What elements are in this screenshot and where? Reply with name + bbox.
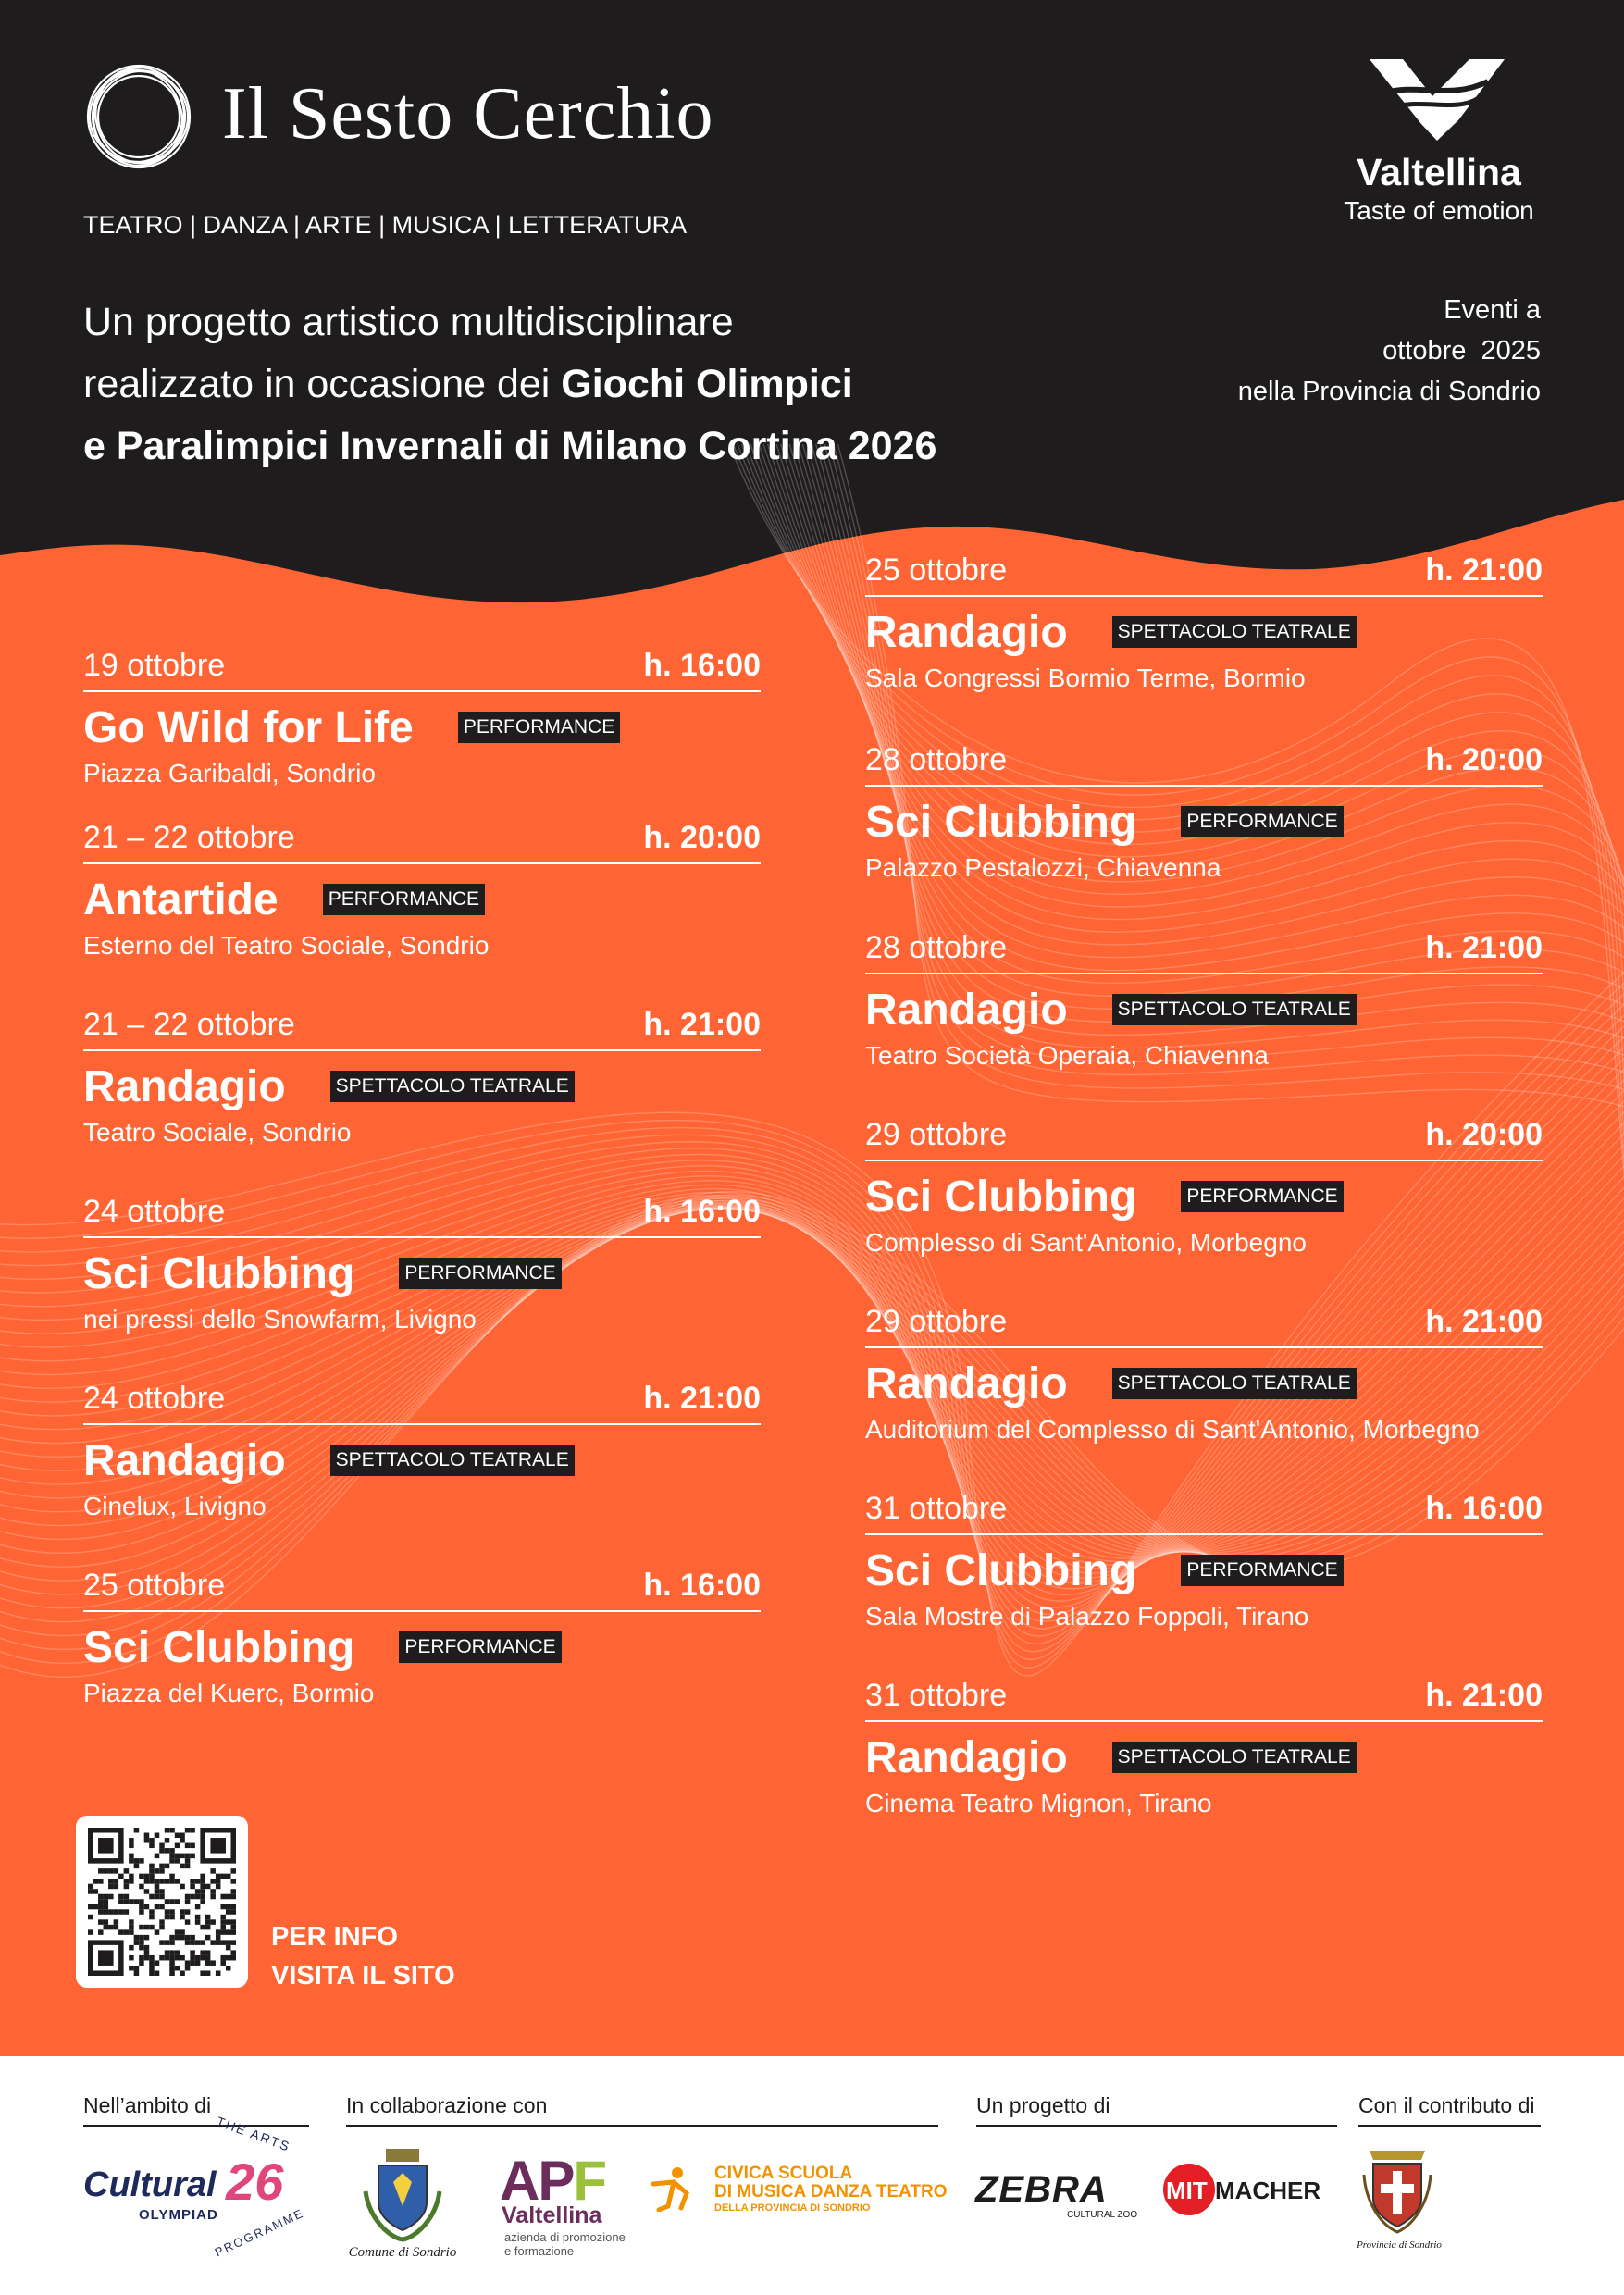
intro-line-2	[83, 354, 1101, 416]
event-date: 21 – 22 ottobre	[83, 820, 295, 855]
event-time: h. 20:00	[1425, 1117, 1543, 1152]
event-venue: Complesso di Sant'Antonio, Morbegno	[865, 1228, 1307, 1257]
intro-line-1: Un progetto artistico multidisciplinare	[83, 300, 734, 344]
intro-line-3	[83, 416, 1101, 478]
event-title-row	[83, 1246, 761, 1301]
event-title: Sci Clubbing	[83, 1248, 355, 1298]
event-title: Antartide	[83, 875, 279, 924]
event-date: 24 ottobre	[83, 1381, 226, 1416]
event-venue: Esterno del Teatro Sociale, Sondrio	[83, 931, 490, 960]
event-date: 19 ottobre	[83, 648, 226, 683]
intro-line-2-plain: realizzato in occasione dei	[83, 362, 562, 406]
events-note-line-3: nella Provincia di Sondrio	[1237, 377, 1541, 406]
event-card	[865, 1304, 1543, 1445]
event-type-badge: SPETTACOLO TEATRALE	[1112, 994, 1357, 1025]
event-card	[83, 820, 761, 961]
event-title: Sci Clubbing	[83, 1622, 355, 1672]
event-venue: Palazzo Pestalozzi, Chiavenna	[865, 853, 1221, 882]
mit-text: MIT	[1166, 2177, 1208, 2204]
event-date: 21 – 22 ottobre	[83, 1007, 295, 1042]
event-venue: Piazza Garibaldi, Sondrio	[83, 759, 376, 788]
event-venue: Auditorium del Complesso di Sant'Antonio, Morbegno	[865, 1415, 1480, 1444]
footer-divider	[346, 2125, 938, 2127]
event-venue: nei pressi dello Snowfarm, Livigno	[83, 1305, 477, 1334]
event-date: 25 ottobre	[865, 552, 1008, 588]
event-title: Randagio	[865, 607, 1068, 657]
event-date: 29 ottobre	[865, 1117, 1008, 1152]
event-header	[865, 1117, 1543, 1161]
event-title-row	[83, 872, 761, 927]
event-title: Go Wild for Life	[83, 702, 414, 752]
comune-sondrio-crest-icon	[356, 2145, 449, 2247]
event-title-row	[865, 1730, 1543, 1785]
footer-label-contrib: Con il contributo di	[1358, 2093, 1535, 2117]
event-venue: Sala Mostre di Palazzo Foppoli, Tirano	[865, 1602, 1309, 1631]
qr-code[interactable]	[76, 1816, 248, 1988]
macher-text: MACHER	[1215, 2177, 1321, 2204]
event-title-row	[865, 794, 1543, 850]
event-card	[83, 1007, 761, 1148]
event-time: h. 21:00	[1425, 552, 1543, 588]
event-type-badge: PERFORMANCE	[1181, 1181, 1343, 1212]
cultural-olympiad-logo: Cultural	[83, 2165, 217, 2204]
apf-logo: APF	[500, 2150, 606, 2212]
footer-divider	[1358, 2125, 1541, 2127]
event-type-badge: PERFORMANCE	[1181, 806, 1343, 837]
arts-programme-top: THE ARTS	[214, 2114, 293, 2154]
event-card	[865, 930, 1543, 1071]
footer-label-collab: In collaborazione con	[346, 2093, 548, 2117]
event-type-badge: SPETTACOLO TEATRALE	[1112, 1742, 1357, 1773]
event-title-row	[83, 1433, 761, 1488]
event-card	[865, 742, 1543, 883]
event-date: 28 ottobre	[865, 742, 1008, 777]
valtellina-name: Valtellina	[1357, 151, 1521, 193]
event-card	[865, 1678, 1543, 1818]
event-title-row	[83, 1059, 761, 1114]
event-time: h. 16:00	[643, 1194, 761, 1229]
arts-programme-bottom: PROGRAMME	[212, 2205, 306, 2260]
event-date: 31 ottobre	[865, 1678, 1008, 1713]
event-title: Randagio	[865, 985, 1068, 1035]
event-header	[83, 1194, 761, 1238]
event-card	[865, 1491, 1543, 1631]
sesto-cerchio-logo-icon	[83, 61, 194, 172]
event-time: h. 21:00	[1425, 930, 1543, 965]
event-title-row	[865, 1543, 1543, 1598]
event-time: h. 21:00	[643, 1381, 761, 1416]
event-title-row	[865, 1356, 1543, 1411]
event-card	[83, 1194, 761, 1334]
event-header	[83, 1007, 761, 1051]
info-line-2: VISITA IL SITO	[271, 1961, 455, 1991]
apf-valtellina: Valtellina	[502, 2202, 602, 2228]
event-header	[83, 820, 761, 864]
event-type-badge: SPETTACOLO TEATRALE	[1112, 1368, 1357, 1399]
zebra-logo: ZEBRA	[975, 2169, 1108, 2210]
event-header	[83, 1381, 761, 1425]
olympiad-label: OLYMPIAD	[139, 2207, 218, 2223]
footer-divider	[83, 2125, 309, 2127]
event-title: Randagio	[865, 1358, 1068, 1408]
comune-label: Comune di Sondrio	[348, 2245, 457, 2260]
valtellina-tagline: Taste of emotion	[1344, 196, 1534, 225]
event-card	[865, 1117, 1543, 1258]
event-type-badge: SPETTACOLO TEATRALE	[330, 1071, 575, 1102]
provincia-sondrio-crest-icon	[1360, 2147, 1434, 2236]
footer-label-context: Nell’ambito di	[83, 2093, 212, 2117]
footer-label-project: Un progetto di	[976, 2093, 1110, 2117]
event-card	[83, 648, 761, 788]
valtellina-v-logo-icon	[1368, 56, 1506, 143]
event-header	[865, 930, 1543, 974]
event-time: h. 16:00	[643, 1568, 761, 1603]
civica-line-1: CIVICA SCUOLA	[714, 2164, 853, 2183]
event-type-badge: PERFORMANCE	[399, 1258, 561, 1289]
apf-sub-2: e formazione	[504, 2244, 575, 2258]
zebra-sub: CULTURAL ZOO	[1067, 2210, 1138, 2220]
event-header	[865, 742, 1543, 787]
events-note-line-2: ottobre 2025	[1382, 336, 1541, 366]
civica-line-2: DI MUSICA DANZA TEATRO	[714, 2182, 948, 2202]
events-note	[1238, 290, 1541, 412]
event-venue: Cinema Teatro Mignon, Tirano	[865, 1789, 1212, 1817]
qr-code-icon	[88, 1828, 236, 1976]
footer-divider	[976, 2125, 1337, 2127]
event-title: Sci Clubbing	[865, 797, 1137, 847]
event-card	[865, 552, 1543, 693]
event-header	[865, 1678, 1543, 1722]
event-date: 24 ottobre	[83, 1194, 226, 1229]
intro-text	[83, 292, 1101, 478]
intro-line-2-bold: Giochi Olimpici	[561, 362, 853, 406]
provincia-label: Provincia di Sondrio	[1357, 2239, 1442, 2251]
event-time: h. 21:00	[1425, 1304, 1543, 1339]
event-time: h. 21:00	[643, 1007, 761, 1042]
events-note-line-1: Eventi a	[1444, 295, 1541, 325]
event-header	[865, 1491, 1543, 1535]
event-type-badge: PERFORMANCE	[399, 1631, 561, 1663]
disciplines-list: TEATRO | DANZA | ARTE | MUSICA | LETTERATURA	[83, 211, 688, 239]
event-date: 29 ottobre	[865, 1304, 1008, 1339]
event-card	[83, 1568, 761, 1708]
info-line-1: PER INFO	[271, 1922, 398, 1952]
event-venue: Cinelux, Livigno	[83, 1492, 267, 1520]
event-header	[83, 1568, 761, 1612]
event-time: h. 21:00	[1425, 1678, 1543, 1713]
event-date: 28 ottobre	[865, 930, 1008, 965]
event-type-badge: PERFORMANCE	[458, 712, 620, 743]
event-header	[865, 1304, 1543, 1348]
event-type-badge: PERFORMANCE	[1181, 1555, 1343, 1586]
event-type-badge: PERFORMANCE	[323, 884, 485, 915]
event-time: h. 20:00	[643, 820, 761, 855]
event-type-badge: SPETTACOLO TEATRALE	[330, 1445, 575, 1476]
event-title-row	[83, 700, 761, 755]
event-title: Randagio	[83, 1061, 286, 1111]
cultural-olympiad-26-mark: 26	[226, 2152, 284, 2211]
event-title-row	[83, 1619, 761, 1675]
event-header	[83, 648, 761, 692]
event-title: Sci Clubbing	[865, 1172, 1137, 1222]
event-venue: Teatro Società Operaia, Chiavenna	[865, 1041, 1269, 1070]
brand-title: Il Sesto Cerchio	[222, 73, 714, 155]
intro-line-3-bold: e Paralimpici Invernali di Milano Cortina 2026	[83, 424, 937, 468]
event-date: 31 ottobre	[865, 1491, 1008, 1526]
event-card	[83, 1381, 761, 1521]
civica-line-3: DELLA PROVINCIA DI SONDRIO	[714, 2202, 871, 2214]
civica-dancer-icon	[650, 2165, 694, 2212]
event-venue: Piazza del Kuerc, Bormio	[83, 1679, 375, 1707]
info-cta[interactable]	[271, 1917, 455, 1995]
apf-sub-1: azienda di promozione	[504, 2230, 626, 2244]
event-title-row	[865, 982, 1543, 1037]
event-title: Randagio	[865, 1732, 1068, 1782]
event-title: Randagio	[83, 1435, 286, 1485]
event-time: h. 16:00	[643, 648, 761, 683]
event-header	[865, 552, 1543, 597]
event-date: 25 ottobre	[83, 1568, 226, 1603]
event-time: h. 16:00	[1425, 1491, 1543, 1526]
event-title: Sci Clubbing	[865, 1545, 1137, 1595]
event-type-badge: SPETTACOLO TEATRALE	[1112, 616, 1357, 648]
event-venue: Teatro Sociale, Sondrio	[83, 1118, 352, 1147]
event-time: h. 20:00	[1425, 742, 1543, 777]
event-title-row	[865, 1169, 1543, 1224]
event-title-row	[865, 604, 1543, 660]
event-venue: Sala Congressi Bormio Terme, Bormio	[865, 664, 1306, 692]
